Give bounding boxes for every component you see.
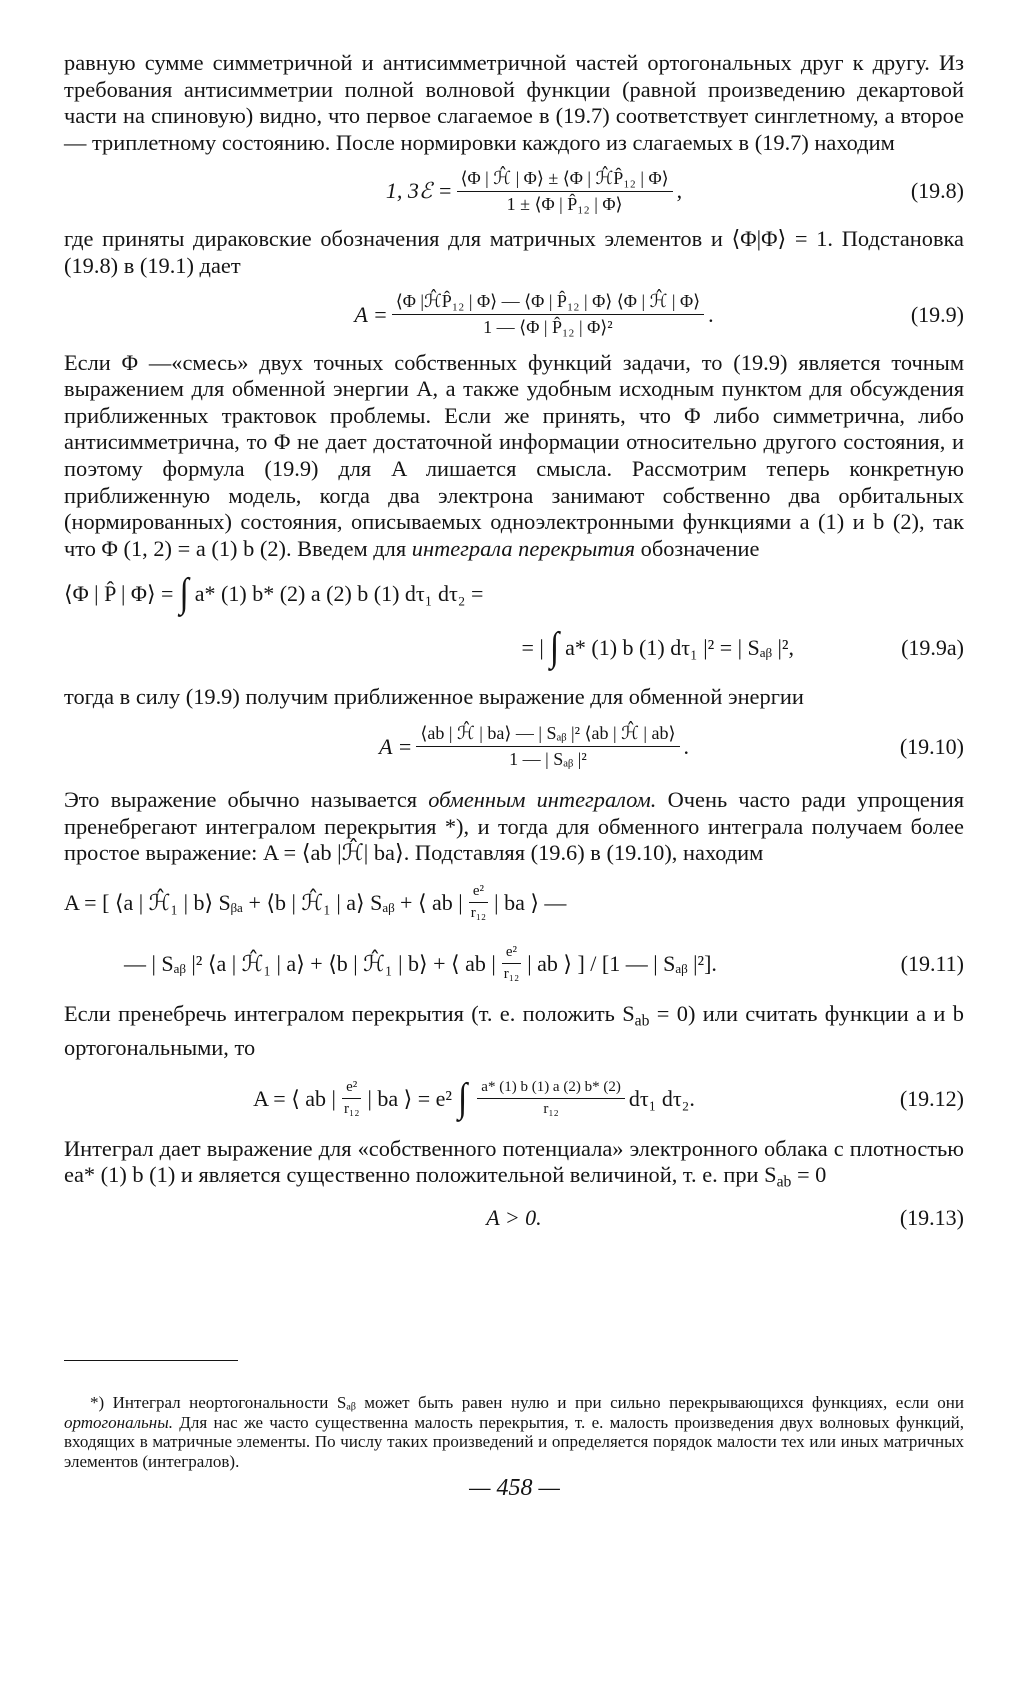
eq-19-10-numerator: ⟨ab | ℋ̂ | ba⟩ — | Sₐᵦ |² ⟨ab | ℋ̂ | ab⟩ [416,723,679,747]
paragraph-4: тогда в силу (19.9) получим приближенное выражение для обменной энергии [64,684,804,710]
eq-19-9a-tag: (19.9a) [901,635,964,661]
equation-19-12 [64,1062,964,1136]
paragraph-2: где приняты дираковские обозначения для матричных элементов и ⟨Φ|Φ⟩ = 1. Подстановка (19.8) в (19.1) дает [64,226,964,278]
eq-19-9a-l2-mid: a* (1) b (1) dτ₁ |² = | Sₐᵦ |², [565,635,794,661]
eq-19-11-l1-end: | ba ⟩ — [494,889,567,915]
equation-19-9: A = $\frac{\text{⟨Φ |ℋ̂P̂₁₂ | Φ⟩ — ⟨Φ | P̂₁₂ | Φ⟩ ⟨Φ | ℋ̂ | Φ⟩}}{\text{1 — ⟨Φ | P̂₁₂ | Φ⟩²}}$ . (19.9) [354,291,964,338]
eq-19-11-l2: — | Sₐᵦ |² ⟨a | ℋ̂₁ | a⟩ + ⟨b | ℋ̂₁ | b⟩ + ⟨ ab | [124,950,496,976]
footnote: *) Интеграл неортогональности Sₐᵦ может быть равен нулю и при сильно перекрывающихся функциях, если они ортогональны. Для нас же часто существенна малость перекрытия, т. е. малость произведения двух волновых функций, входящих в матричные элементы. По числу таких произведений и определяется порядок малости тех или иных матричных элементов (интегралов). [64,1393,965,1471]
eq-19-10-denominator: 1 — | Sₐᵦ |² [509,749,587,770]
eq-19-9-fraction [392,291,704,338]
eq-19-13-tag: (19.13) [899,1205,964,1231]
equation-19-9a-line-1 [64,568,964,620]
eq-19-11-frac-2: $\frac{\text{e²}}{\text{r₁₂}}$ [503,944,520,983]
eq-19-8-denominator: 1 ± ⟨Φ | P̂₁₂ | Φ⟩ [506,193,623,214]
integral-sign: ∫ [179,571,189,616]
equation-19-9a-line-2 [64,620,964,676]
eq-19-12-frac-2: $\frac{a* (1) b (1) a (2) b* (2)}{\text{r₁₂}}$ [477,1079,625,1118]
eq-19-9a-lhs: ⟨Φ | P̂ | Φ⟩ = [64,581,174,607]
paragraph-1: равную сумме симметричной и антисимметричной частей ортогональных друг к другу. Из требования антисимметрии полной волновой функции (равной произведению декартовой части на спиновую) видно, что первое слагаемое в (19.7) соответствует синглетному, а второе — триплетному состоянию. После нормировки каждого из слагаемых в (19.7) находим [64,50,964,155]
equation-19-13 [64,1196,964,1240]
paragraph-3: Если Φ —«смесь» двух точных собственных функций задачи, то (19.9) является точным выражением для обменной энергии A, а также удобным исходным пунктом для обсуждения приближенных трактовок проблемы. Если же принять, что Φ либо симметрична, либо антисимметрична, то Φ не дает достаточной информации относительно другого состояния, и поэтому формула (19.9) для A лишается смысла. Рассмотрим теперь конкретную приближенную модель, когда два электрона занимают собственно два орбитальных (нормированных) состояния, описываемых одноэлектронными функциями a (1) и b (2), так что Φ (1, 2) = a (1) b (2). Введем для интеграла перекрытия обозначение [64,349,964,561]
eq-19-12-mid: | ba ⟩ = e² [367,1085,452,1111]
eq-19-10-lhs: A = [378,733,413,759]
eq-19-9a-l2-start: = | [521,635,544,661]
term-overlap-integral: интеграла перекрытия [411,535,636,561]
eq-19-8-tag: (19.8) [910,178,964,204]
footnote-rule [64,1360,238,1361]
equation-19-10: A = $\frac{\text{⟨ab | ℋ̂ | ba⟩ — | Sₐᵦ |² ⟨ab | ℋ̂ | ab⟩}}{\text{1 — | Sₐᵦ |²}}$ . (19.10) [378,723,964,770]
eq-19-8-fraction [457,168,673,215]
page-body [64,50,964,1240]
equation-19-11-line-1 [64,873,964,933]
eq-19-12-frac-1: $\frac{\text{e²}}{\text{r₁₂}}$ [343,1079,360,1118]
eq-19-9-tag: (19.9) [910,301,964,327]
eq-19-11-frac-1: $\frac{\text{e²}}{\text{r₁₂}}$ [470,883,487,922]
equation-19-11-line-2 [64,933,964,995]
eq-19-8-lhs: 1, 3ℰ = [385,178,453,204]
eq-19-12-end: dτ₁ dτ₂. [628,1085,695,1111]
eq-19-12-tag: (19.12) [899,1085,964,1111]
integral-sign-3: ∫ [457,1075,468,1121]
paragraph-6: Если пренебречь интегралом перекрытия (т. е. положить $S_{ab} = 0$) или считать функции a и b ортогональными, то [64,1000,964,1060]
eq-19-9-numerator: ⟨Φ |ℋ̂P̂₁₂ | Φ⟩ — ⟨Φ | P̂₁₂ | Φ⟩ ⟨Φ | ℋ̂ | Φ⟩ [392,291,704,315]
paragraph-7: Интеграл дает выражение для «собственного потенциала» электронного облака с плотностью ea* (1) b (1) и является существенно положительной величиной, т. е. при $S_{ab} = 0$ [64,1135,964,1191]
integral-sign-2: ∫ [549,625,560,670]
eq-19-9-lhs: A = [354,301,388,327]
eq-19-11-tag: (19.11) [900,950,964,976]
equation-19-8: 1, 3ℰ = $\frac{\text{⟨Φ | ℋ̂ | Φ⟩ ± ⟨Φ | ℋ̂P̂₁₂ | Φ⟩}}{\text{1 ± ⟨Φ | P̂₁₂ | Φ⟩}}$ , (19.8) [385,167,964,214]
eq-19-11-l2-end: | ab ⟩ ] / [1 — | Sₐᵦ |²]. [527,950,717,976]
page-number: — 458 — [469,1475,560,1501]
term-exchange-integral: обменным интегралом. [428,786,657,812]
eq-19-8-numerator: ⟨Φ | ℋ̂ | Φ⟩ ± ⟨Φ | ℋ̂P̂₁₂ | Φ⟩ [457,168,673,192]
eq-19-10-tag: (19.10) [899,733,964,759]
eq-19-12-lhs: A = ⟨ ab | [253,1085,336,1111]
eq-19-11-l1: A = [ ⟨a | ℋ̂₁ | b⟩ Sᵦₐ + ⟨b | ℋ̂₁ | a⟩ Sₐᵦ + ⟨ ab | [64,889,463,915]
eq-19-13-body: A > 0. [486,1205,542,1231]
eq-19-10-fraction [416,723,679,770]
paragraph-5: Это выражение обычно называется обменным интегралом. Очень часто ради упрощения пренебрегают интегралом перекрытия *), и тогда для обменного интеграла получаем более простое выражение: A = ⟨ab |ℋ̂| ba⟩. Подставляя (19.6) в (19.10), находим [64,786,964,866]
eq-19-9-denominator: 1 — ⟨Φ | P̂₁₂ | Φ⟩² [483,317,613,338]
eq-19-9a-rhs: a* (1) b* (2) a (2) b (1) dτ₁ dτ₂ = [194,581,484,607]
